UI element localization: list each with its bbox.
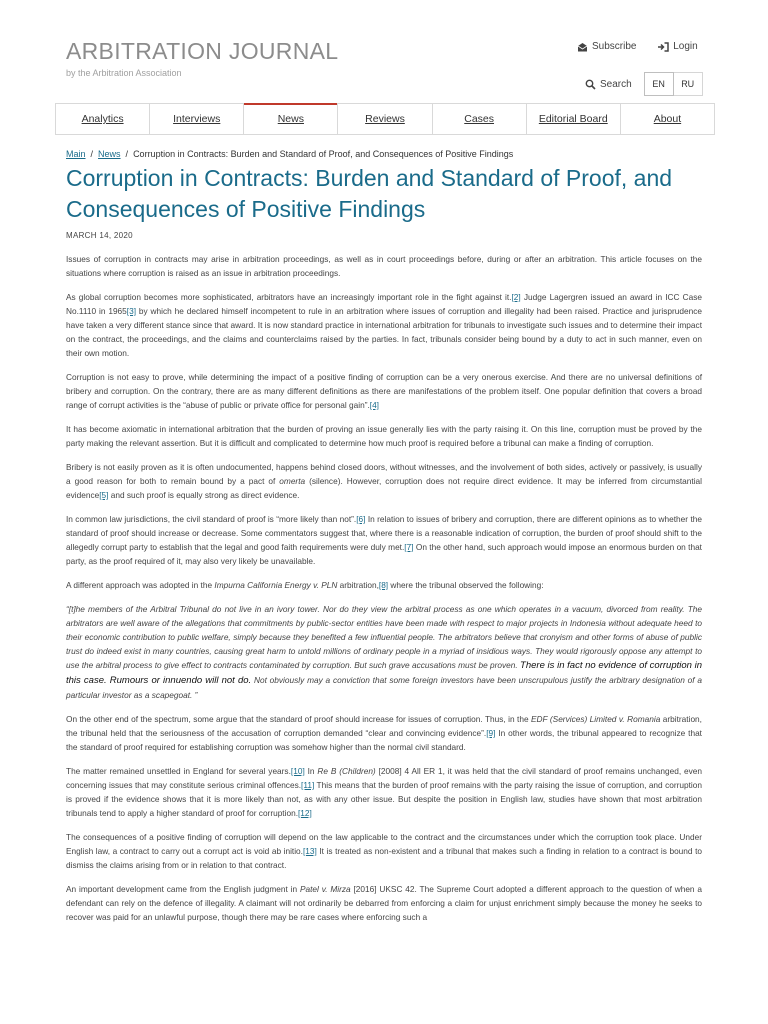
paragraph: [66, 370, 702, 412]
blockquote: [66, 602, 702, 702]
text: The matter remained unsettled in England for several years.: [66, 766, 291, 776]
text-italic: Impurna California Energy v. PLN: [214, 580, 338, 590]
nav-interviews[interactable]: Interviews: [150, 104, 244, 134]
search-button[interactable]: [585, 79, 632, 90]
site-title[interactable]: ARBITRATION JOURNAL: [66, 38, 339, 64]
text: A different approach was adopted in the: [66, 580, 215, 590]
text: It is treated as non-existent and a tribunal that makes such a finding in relation to a contract is bound to dismiss the claims arising from or in relation to that contract.: [66, 846, 702, 870]
text: [2016] UKSC 42. The Supreme Court adopted a different approach to the question of when a defendant can rely on the defence of illegality. A claimant will not ordinarily be debarred from enforcing a claim for unjust enrichment simply because the money he seeks to recover was paid for an unlawful purpose, though there may be rare cases where enforcing such a: [66, 884, 702, 922]
lang-en-button[interactable]: EN: [644, 72, 674, 96]
subscribe-link[interactable]: [577, 41, 636, 52]
footnote-link[interactable]: [6]: [356, 514, 366, 524]
text-highlight: There is in fact no evidence of corruption in this case. Rumours or innuendo will not do.: [66, 660, 702, 686]
text: where the tribunal observed the following:: [388, 580, 544, 590]
footnote-link[interactable]: [3]: [126, 306, 137, 316]
login-link[interactable]: [657, 41, 697, 52]
top-links: [577, 41, 716, 55]
text: On the other hand, such approach would impose an enormous burden on that party, as the proof required of it, may also very likely be unavailable.: [66, 542, 702, 566]
paragraph: [66, 290, 702, 360]
text-italic: omerta: [279, 476, 306, 486]
nav-about[interactable]: About: [653, 113, 682, 125]
paragraph: [66, 460, 702, 502]
text: Corruption is not easy to prove, while determining the impact of a positive finding of corruption can be a very onerous exercise. And there are no universal definitions of bribery and corruption. On the contrary, there are as many different definitions as there are manifestations of the problem itself. One popular definition that covers a broad range of corrupt activities is the “abuse of public or private office for personal gain”.: [66, 372, 702, 410]
paragraph: [66, 252, 702, 280]
paragraph: [66, 422, 702, 450]
footnote-link[interactable]: [10]: [290, 766, 305, 776]
text: The consequences of a positive finding of corruption will depend on the law applicable to the contract and the circumstances under which the corruption took place. Under English law, a contract to carry out a corrupt act is void ab initio.: [66, 832, 702, 856]
text: arbitration, the tribunal held that the seriousness of the accusation of corruption demanded “clear and convincing evidence”.: [66, 714, 702, 738]
footnote-link[interactable]: [2]: [511, 292, 521, 302]
breadcrumb-current: Corruption in Contracts: Burden and Standard of Proof, and Consequences of Positive Findings: [133, 149, 514, 159]
text-italic: EDF (Services) Limited v. Romania: [531, 714, 661, 724]
text: In: [304, 766, 318, 776]
nav-analytics[interactable]: Analytics: [56, 104, 150, 134]
search-icon: [585, 79, 596, 90]
paragraph: [66, 830, 702, 872]
lang-ru-button[interactable]: RU: [674, 72, 703, 96]
paragraph: [66, 882, 702, 924]
text: Bribery is not easily proven as it is often undocumented, happens behind closed doors, without witnesses, and the involvement of both sides, actively or passively, is usually a good reason for both to remain bound by a pact of: [66, 462, 702, 486]
main-nav: [55, 103, 715, 135]
footnote-link[interactable]: [9]: [486, 728, 496, 738]
footnote-link[interactable]: [5]: [99, 490, 109, 500]
subscribe-label: Subscribe: [592, 41, 637, 52]
nav-cases[interactable]: Cases: [433, 104, 527, 134]
text-italic: Patel v. Mirza: [299, 884, 351, 894]
text: arbitration,: [337, 580, 379, 590]
text: Judge Lagergren issued an award in ICC Case No.1110 in 1965: [66, 292, 702, 316]
text: and such proof is equally strong as direct evidence.: [108, 490, 300, 500]
article-date: MARCH 14, 2020: [66, 231, 133, 240]
text: This means that the burden of proof remains with the party raising the issue of corruption, and corruption is proved if the evidence shows that it is more likely than not, as with any other issue. But despite the position in English law, studies have shown that most arbitration tribunals tend to apply a higher standard of proof for corruption.: [66, 780, 702, 818]
footnote-link[interactable]: [7]: [404, 542, 414, 552]
article-body: [66, 252, 702, 934]
text: An important development came from the English judgment in: [66, 884, 300, 894]
footnote-link[interactable]: [8]: [378, 580, 389, 590]
breadcrumb-main[interactable]: Main: [66, 149, 86, 159]
text: [2008] 4 All ER 1, it was held that the civil standard of proof remains unchanged, even concerning issues that may constitute serious criminal offences.: [66, 766, 703, 790]
footnote-link[interactable]: [12]: [298, 808, 312, 818]
footnote-link[interactable]: [13]: [302, 846, 317, 856]
site-subtitle: by the Arbitration Association: [66, 68, 182, 78]
text: Issues of corruption in contracts may arise in arbitration proceedings, as well as in court proceedings before, during or after an arbitration. This article focuses on the situations where corruption is raised as an issue in arbitration proceedings.: [66, 254, 702, 278]
text-italic: Re B (Children): [317, 766, 376, 776]
text: Not obviously may a conviction that some foreign investors have been unscrupulous justify the arbitrary designation of a particular investor as a scapegoat. ”: [66, 675, 702, 700]
nav-editorial-board[interactable]: Editorial Board: [527, 104, 621, 134]
page-title: Corruption in Contracts: Burden and Standard of Proof, and Consequences of Positive Findings: [66, 165, 673, 222]
paragraph: [66, 764, 702, 820]
paragraph: [66, 712, 702, 754]
text: (silence). However, corruption does not require direct evidence. It may be inferred from circumstantial evidence: [66, 476, 703, 500]
login-icon: [657, 42, 669, 52]
paragraph: [66, 512, 702, 568]
footnote-link[interactable]: [11]: [301, 780, 315, 790]
nav-reviews[interactable]: Reviews: [338, 104, 432, 134]
text: It has become axiomatic in international arbitration that the burden of proving an issue generally lies with the party raising it. On this line, corruption must be proved by the party making the relevant assertion. But it is difficult and complicated to determine how much proof is required before a tribunal can make a finding of corruption.: [66, 424, 702, 448]
paragraph: [66, 578, 702, 592]
text: In relation to issues of bribery and corruption, there are different opinions as to whether the standard of proof should increase or decrease. Some commentators suggest that, where there is a reasonable indication of corruption, the burden of proof should shift to the allegedly corrupt party to establish that the legal and good faith requirements were duly met.: [66, 514, 702, 552]
search-row: [585, 72, 703, 96]
search-label: Search: [600, 78, 632, 90]
text: “[t]he members of the Arbitral Tribunal do not live in an ivory tower. Nor do they view the arbitral process as one which operates in a vacuum, divorced from reality. The arbitrators are well aware of the allegations that commitments by public-sector entities have been made with respect to major projects in Indonesia without adequate heed to their economic contribution to public welfare, simply because they benefited a few influential people. The arbitrators believe that cronyism and other forms of abuse of public trust do indeed exist in many countries, causing great harm to untold millions of ordinary people in a myriad of insidious ways. They would rigorously oppose any attempt to use the arbitral process to give effect to contracts contaminated by corruption. But such grave accusations must be proven.: [66, 604, 702, 670]
nav-news[interactable]: News: [244, 104, 338, 134]
text: On the other end of the spectrum, some argue that the standard of proof should increase for issues of corruption. Thus, in the: [66, 714, 532, 724]
breadcrumb-news[interactable]: News: [98, 149, 121, 159]
breadcrumb: Main / News / Corruption in Contracts: Burden and Standard of Proof, and Consequences of Positive Findings: [66, 149, 514, 159]
text: As global corruption becomes more sophisticated, arbitrators have an increasingly important role in the fight against it.: [66, 292, 512, 302]
text: In common law jurisdictions, the civil standard of proof is “more likely than not”.: [66, 514, 357, 524]
login-label: Login: [673, 41, 698, 52]
subscribe-icon: [577, 42, 588, 52]
text: by which he declared himself incompetent to rule in an arbitration where issues of corruption and illegality had been raised. Practice and jurisprudence have taken a very different stance since that award. It is now standard practice in international arbitration for tribunals to investigate such issues and to determine their impact on the contract, the proceedings, and the claims and counterclaims raised by the parties. In fact, tribunals consider being bound by a duty to act in such manner, even on their own motion.: [66, 306, 702, 358]
text: In other words, the tribunal appeared to recognize that the standard of proof required for establishing corruption was somehow higher than the normal civil standard.: [66, 728, 702, 752]
footnote-link[interactable]: [4]: [369, 400, 379, 410]
